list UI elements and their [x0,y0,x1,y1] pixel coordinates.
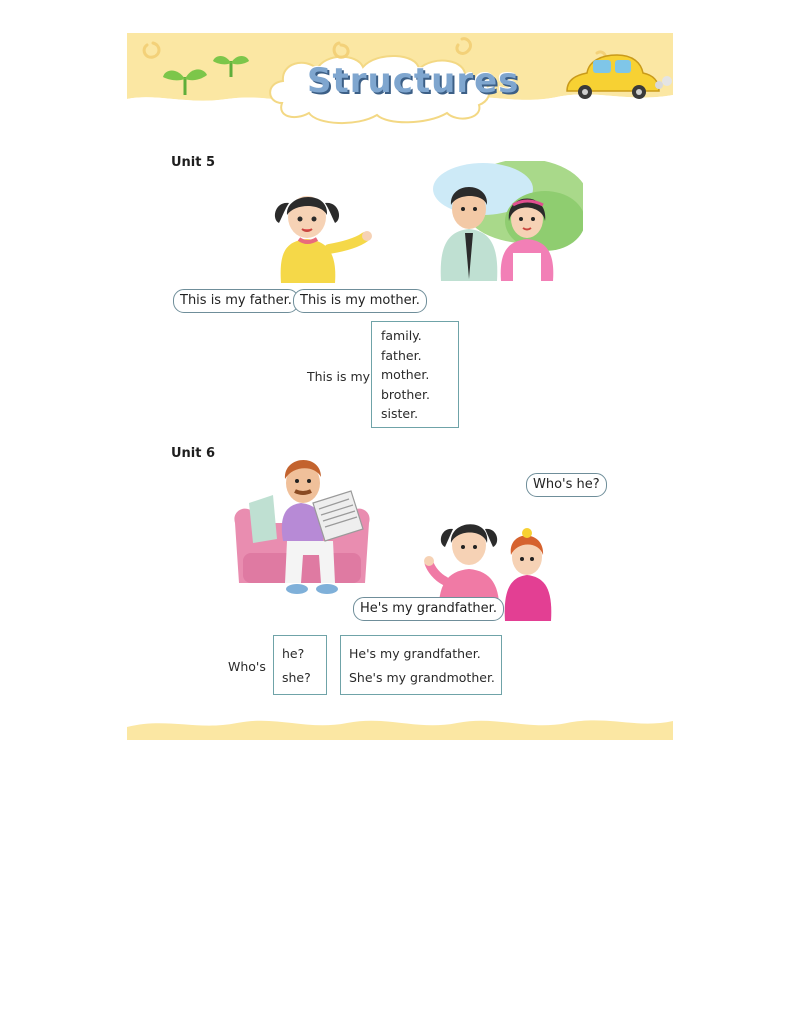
textbook-page [127,33,673,740]
pattern-subject: she? [282,670,311,685]
unit-5-label: Unit 5 [171,155,216,170]
unit-6-label: Unit 6 [171,446,216,461]
pattern-answer: She's my grandmother. [349,670,495,685]
pattern-subject: he? [282,646,305,661]
page-title: Structures [307,61,520,101]
speech-bubble-answer: He's my grandfather. [353,597,504,621]
grandfather-sofa-illustration [229,443,379,603]
pattern-subject-box [273,635,327,695]
father-mother-illustration [395,161,583,281]
pattern-option: sister. [381,406,419,421]
pattern-lead-whos: Who's [228,659,266,674]
footer-wave [127,713,673,740]
pattern-option: family. [381,328,422,343]
speech-bubble-question: Who's he? [526,473,607,497]
girl-pointing-illustration [261,183,373,283]
pattern-option: father. [381,347,422,363]
speech-bubble-father: This is my father. [173,289,299,313]
speech-bubble-mother: This is my mother. [293,289,427,313]
pattern-option: mother. [381,367,430,382]
pattern-option: brother. [381,386,430,402]
pattern-options-box [371,321,459,428]
pattern-answer-box [340,635,502,695]
pattern-answer: He's my grandfather. [349,646,481,661]
pattern-lead-this-is-my: This is my [307,369,371,384]
